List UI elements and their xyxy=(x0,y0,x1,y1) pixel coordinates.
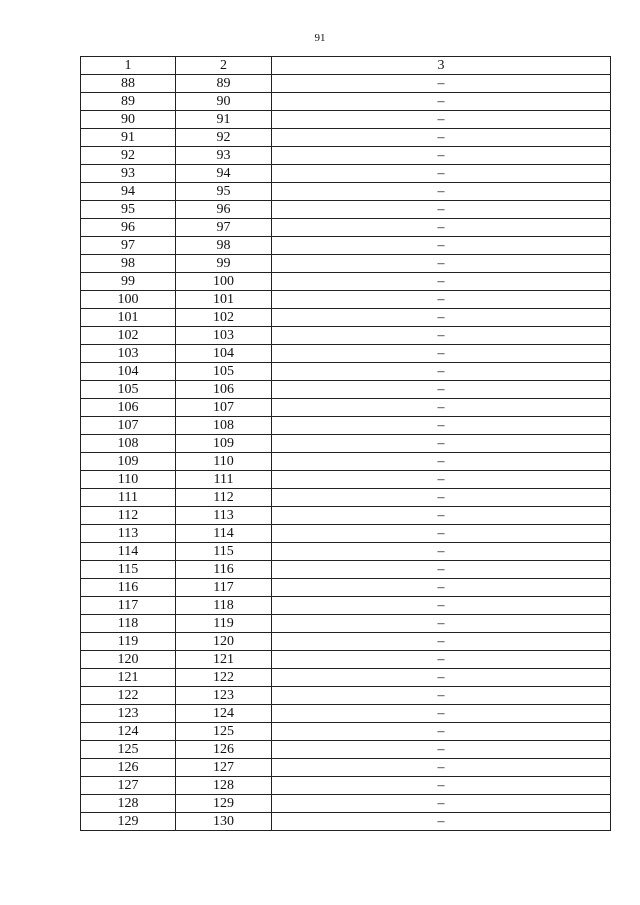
table-cell-col-1: 92 xyxy=(81,147,176,165)
table-cell-col-2: 94 xyxy=(176,165,272,183)
table-cell-col-2: 99 xyxy=(176,255,272,273)
table-cell-col-2: 109 xyxy=(176,435,272,453)
table-cell-col-2: 130 xyxy=(176,813,272,831)
table-cell-col-2: 128 xyxy=(176,777,272,795)
table-row xyxy=(81,165,611,183)
table-row xyxy=(81,723,611,741)
table-cell-col-1: 101 xyxy=(81,309,176,327)
table-cell-col-2: 118 xyxy=(176,597,272,615)
table-cell-col-2: 108 xyxy=(176,417,272,435)
table-cell-col-3: – xyxy=(272,597,611,615)
table-cell-col-1: 100 xyxy=(81,291,176,309)
table-cell-col-3: – xyxy=(272,651,611,669)
table-row xyxy=(81,705,611,723)
table-cell-col-3: – xyxy=(272,309,611,327)
table-cell-col-3: – xyxy=(272,129,611,147)
table-cell-col-1: 121 xyxy=(81,669,176,687)
table-row xyxy=(81,777,611,795)
table-cell-col-1: 93 xyxy=(81,165,176,183)
table-cell-col-3: – xyxy=(272,111,611,129)
table-row xyxy=(81,543,611,561)
table-cell-col-3: – xyxy=(272,507,611,525)
table-cell-col-1: 129 xyxy=(81,813,176,831)
table-row xyxy=(81,363,611,381)
table-cell-col-1: 117 xyxy=(81,597,176,615)
table-cell-col-2: 122 xyxy=(176,669,272,687)
table-row xyxy=(81,435,611,453)
table-row xyxy=(81,579,611,597)
table-cell-col-2: 103 xyxy=(176,327,272,345)
table-cell-col-2: 116 xyxy=(176,561,272,579)
table-cell-col-3: – xyxy=(272,291,611,309)
page-number: 91 xyxy=(314,32,326,44)
table-cell-col-2: 125 xyxy=(176,723,272,741)
table-cell-col-3: – xyxy=(272,165,611,183)
table-cell-col-1: 99 xyxy=(81,273,176,291)
table-cell-col-3: – xyxy=(272,93,611,111)
table-row xyxy=(81,183,611,201)
table-cell-col-2: 120 xyxy=(176,633,272,651)
table-row xyxy=(81,759,611,777)
table-row xyxy=(81,669,611,687)
table-cell-col-3: – xyxy=(272,579,611,597)
table-row xyxy=(81,561,611,579)
table-cell-col-2: 112 xyxy=(176,489,272,507)
table-cell-col-3: – xyxy=(272,795,611,813)
table-cell-col-3: – xyxy=(272,453,611,471)
table-cell-col-2: 106 xyxy=(176,381,272,399)
table-cell-col-2: 101 xyxy=(176,291,272,309)
table-cell-col-1: 114 xyxy=(81,543,176,561)
table-row xyxy=(81,489,611,507)
table-cell-col-1: 113 xyxy=(81,525,176,543)
table-row xyxy=(81,273,611,291)
table-cell-col-2: 102 xyxy=(176,309,272,327)
table-cell-col-1: 119 xyxy=(81,633,176,651)
table-cell-col-1: 109 xyxy=(81,453,176,471)
table-row xyxy=(81,255,611,273)
table-row xyxy=(81,525,611,543)
table-cell-col-3: – xyxy=(272,669,611,687)
table-row xyxy=(81,75,611,93)
table-cell-col-1: 102 xyxy=(81,327,176,345)
table-cell-col-3: – xyxy=(272,705,611,723)
table-row xyxy=(81,633,611,651)
table-cell-col-1: 95 xyxy=(81,201,176,219)
table-cell-col-3: – xyxy=(272,435,611,453)
table-cell-col-2: 107 xyxy=(176,399,272,417)
table-cell-col-2: 93 xyxy=(176,147,272,165)
table-cell-col-3: – xyxy=(272,183,611,201)
table-cell-col-3: – xyxy=(272,345,611,363)
table-row xyxy=(81,291,611,309)
table-cell-col-2: 121 xyxy=(176,651,272,669)
header-row xyxy=(81,57,611,75)
table-cell-col-1: 123 xyxy=(81,705,176,723)
table-row xyxy=(81,417,611,435)
table-row xyxy=(81,327,611,345)
table-row xyxy=(81,795,611,813)
table-cell-col-1: 107 xyxy=(81,417,176,435)
table-row xyxy=(81,147,611,165)
table-cell-col-1: 106 xyxy=(81,399,176,417)
table-row xyxy=(81,237,611,255)
table-cell-col-3: – xyxy=(272,741,611,759)
table-cell-col-2: 117 xyxy=(176,579,272,597)
table-cell-col-3: – xyxy=(272,471,611,489)
table-cell-col-1: 115 xyxy=(81,561,176,579)
table-row xyxy=(81,345,611,363)
table-cell-col-3: – xyxy=(272,201,611,219)
table-cell-col-3: – xyxy=(272,561,611,579)
table-cell-col-2: 92 xyxy=(176,129,272,147)
table-cell-col-1: 124 xyxy=(81,723,176,741)
table-cell-col-2: 123 xyxy=(176,687,272,705)
table-row xyxy=(81,381,611,399)
table-cell-col-1: 112 xyxy=(81,507,176,525)
table-row xyxy=(81,399,611,417)
table-row xyxy=(81,507,611,525)
table-cell-col-3: – xyxy=(272,399,611,417)
table-cell-col-1: 108 xyxy=(81,435,176,453)
table-cell-col-2: 127 xyxy=(176,759,272,777)
table-cell-col-2: 111 xyxy=(176,471,272,489)
table-cell-col-3: – xyxy=(272,615,611,633)
column-header-3: 3 xyxy=(272,57,611,75)
table-cell-col-2: 89 xyxy=(176,75,272,93)
table-cell-col-1: 104 xyxy=(81,363,176,381)
table-cell-col-2: 90 xyxy=(176,93,272,111)
table-cell-col-2: 129 xyxy=(176,795,272,813)
table-row xyxy=(81,813,611,831)
table-cell-col-3: – xyxy=(272,777,611,795)
table-body xyxy=(81,75,611,831)
table-row xyxy=(81,597,611,615)
table-cell-col-3: – xyxy=(272,417,611,435)
table-cell-col-3: – xyxy=(272,327,611,345)
table-cell-col-2: 104 xyxy=(176,345,272,363)
table-cell-col-1: 98 xyxy=(81,255,176,273)
table-cell-col-1: 103 xyxy=(81,345,176,363)
table-cell-col-3: – xyxy=(272,255,611,273)
table-cell-col-2: 110 xyxy=(176,453,272,471)
table-cell-col-2: 119 xyxy=(176,615,272,633)
table-cell-col-1: 128 xyxy=(81,795,176,813)
table-cell-col-1: 96 xyxy=(81,219,176,237)
table-cell-col-3: – xyxy=(272,723,611,741)
table-cell-col-3: – xyxy=(272,633,611,651)
table-cell-col-2: 126 xyxy=(176,741,272,759)
table-cell-col-3: – xyxy=(272,759,611,777)
table-cell-col-1: 105 xyxy=(81,381,176,399)
table-row xyxy=(81,93,611,111)
table-cell-col-3: – xyxy=(272,381,611,399)
table-cell-col-1: 88 xyxy=(81,75,176,93)
table-cell-col-3: – xyxy=(272,363,611,381)
table-cell-col-1: 97 xyxy=(81,237,176,255)
table-row xyxy=(81,471,611,489)
table-row xyxy=(81,615,611,633)
table-cell-col-1: 111 xyxy=(81,489,176,507)
table-cell-col-2: 114 xyxy=(176,525,272,543)
table-cell-col-3: – xyxy=(272,219,611,237)
table-row xyxy=(81,201,611,219)
table-cell-col-3: – xyxy=(272,543,611,561)
table-row xyxy=(81,453,611,471)
table-cell-col-1: 122 xyxy=(81,687,176,705)
table-row xyxy=(81,111,611,129)
table-row xyxy=(81,309,611,327)
table-row xyxy=(81,741,611,759)
table-cell-col-1: 116 xyxy=(81,579,176,597)
table-cell-col-2: 91 xyxy=(176,111,272,129)
table-cell-col-3: – xyxy=(272,525,611,543)
table-cell-col-3: – xyxy=(272,813,611,831)
table-cell-col-1: 94 xyxy=(81,183,176,201)
table-cell-col-3: – xyxy=(272,147,611,165)
table-cell-col-3: – xyxy=(272,489,611,507)
table-cell-col-1: 90 xyxy=(81,111,176,129)
table-cell-col-1: 89 xyxy=(81,93,176,111)
table-cell-col-1: 110 xyxy=(81,471,176,489)
table-cell-col-3: – xyxy=(272,687,611,705)
table-cell-col-3: – xyxy=(272,75,611,93)
table-cell-col-2: 95 xyxy=(176,183,272,201)
data-table xyxy=(80,56,611,831)
table-row xyxy=(81,687,611,705)
table-cell-col-1: 91 xyxy=(81,129,176,147)
column-header-2: 2 xyxy=(176,57,272,75)
table-cell-col-2: 105 xyxy=(176,363,272,381)
column-header-1: 1 xyxy=(81,57,176,75)
table-cell-col-3: – xyxy=(272,273,611,291)
table-cell-col-2: 97 xyxy=(176,219,272,237)
table-cell-col-1: 120 xyxy=(81,651,176,669)
table-cell-col-3: – xyxy=(272,237,611,255)
table-cell-col-1: 127 xyxy=(81,777,176,795)
table-cell-col-2: 113 xyxy=(176,507,272,525)
table-row xyxy=(81,219,611,237)
table-row xyxy=(81,129,611,147)
table-cell-col-2: 98 xyxy=(176,237,272,255)
table-cell-col-2: 115 xyxy=(176,543,272,561)
table-cell-col-1: 118 xyxy=(81,615,176,633)
table-row xyxy=(81,651,611,669)
table-cell-col-2: 124 xyxy=(176,705,272,723)
table-cell-col-2: 96 xyxy=(176,201,272,219)
table-cell-col-1: 125 xyxy=(81,741,176,759)
table-cell-col-2: 100 xyxy=(176,273,272,291)
table-cell-col-1: 126 xyxy=(81,759,176,777)
